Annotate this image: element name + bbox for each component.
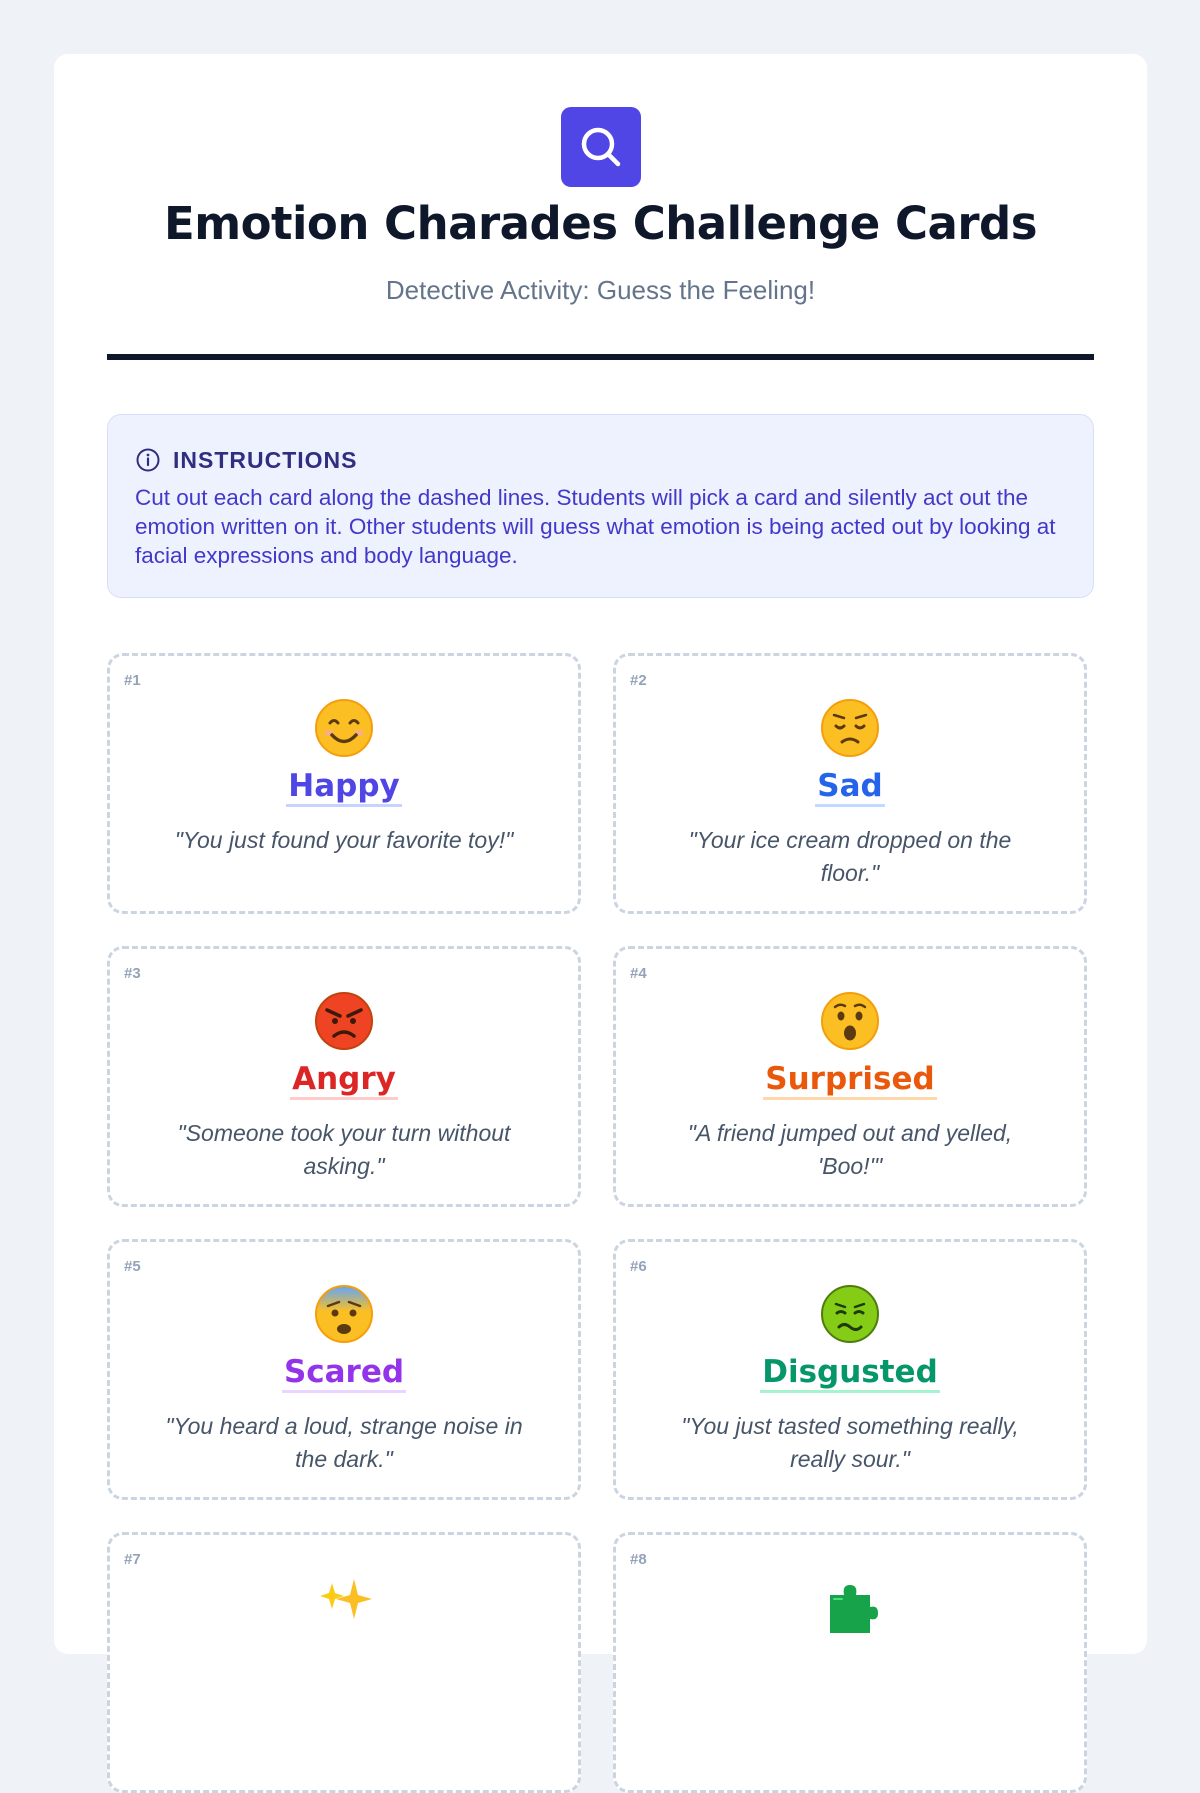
emotion-card[interactable] bbox=[107, 946, 581, 1207]
info-circle-icon bbox=[135, 447, 161, 473]
emotion-card[interactable] bbox=[613, 1239, 1087, 1500]
card-number: #3 bbox=[124, 965, 141, 982]
card-number: #4 bbox=[630, 965, 647, 982]
card-number: #2 bbox=[630, 672, 647, 689]
magnifying-glass-icon bbox=[578, 124, 624, 170]
nauseated-face-icon bbox=[820, 1284, 880, 1344]
emotion-prompt: "Someone took your turn without asking." bbox=[177, 1120, 511, 1179]
emotion-card[interactable] bbox=[107, 653, 581, 914]
card-number: #6 bbox=[630, 1258, 647, 1275]
card-number: #8 bbox=[630, 1551, 647, 1568]
angry-face-icon bbox=[314, 991, 374, 1051]
card-number: #5 bbox=[124, 1258, 141, 1275]
instructions-text: Cut out each card along the dashed lines. Students will pick a card and silently act out the emotion written on it. Other students will guess what emotion is being acted out by looking at facial expressions and body language. bbox=[135, 485, 1056, 568]
pensive-face-icon bbox=[820, 698, 880, 758]
instructions-header bbox=[135, 443, 358, 477]
emotion-name: Happy bbox=[286, 768, 401, 807]
emotion-prompt: "A friend jumped out and yelled, 'Boo!'" bbox=[687, 1120, 1013, 1179]
emotion-name: Disgusted bbox=[760, 1354, 940, 1393]
smiling-face-icon bbox=[314, 698, 374, 758]
fearful-face-icon bbox=[314, 1284, 374, 1344]
emotion-prompt: "Your ice cream dropped on the floor." bbox=[688, 827, 1012, 886]
puzzle-piece-icon bbox=[820, 1577, 880, 1637]
emotion-prompt: "You just tasted something really, really sour." bbox=[681, 1413, 1019, 1472]
sparkles-icon bbox=[314, 1577, 374, 1637]
emotion-card[interactable] bbox=[107, 1239, 581, 1500]
card-number: #7 bbox=[124, 1551, 141, 1568]
instructions-panel bbox=[107, 414, 1094, 598]
emotion-card[interactable] bbox=[613, 1532, 1087, 1793]
card-number: #1 bbox=[124, 672, 141, 689]
instructions-heading: INSTRUCTIONS bbox=[173, 446, 358, 473]
surprised-face-icon bbox=[820, 991, 880, 1051]
page-title: Emotion Charades Challenge Cards bbox=[163, 197, 1038, 250]
logo-badge bbox=[561, 107, 641, 187]
emotion-name: Scared bbox=[282, 1354, 406, 1393]
worksheet bbox=[54, 54, 1147, 1654]
emotion-prompt: "You heard a loud, strange noise in the dark." bbox=[165, 1413, 523, 1472]
emotion-card[interactable] bbox=[107, 1532, 581, 1793]
emotion-card[interactable] bbox=[613, 946, 1087, 1207]
header-divider bbox=[107, 354, 1094, 360]
emotion-name: Sad bbox=[815, 768, 884, 807]
emotion-prompt: "You just found your favorite toy!" bbox=[174, 827, 514, 853]
emotion-card[interactable] bbox=[613, 653, 1087, 914]
emotion-name: Angry bbox=[290, 1061, 398, 1100]
page-subtitle: Detective Activity: Guess the Feeling! bbox=[385, 275, 816, 305]
emotion-name: Surprised bbox=[763, 1061, 936, 1100]
